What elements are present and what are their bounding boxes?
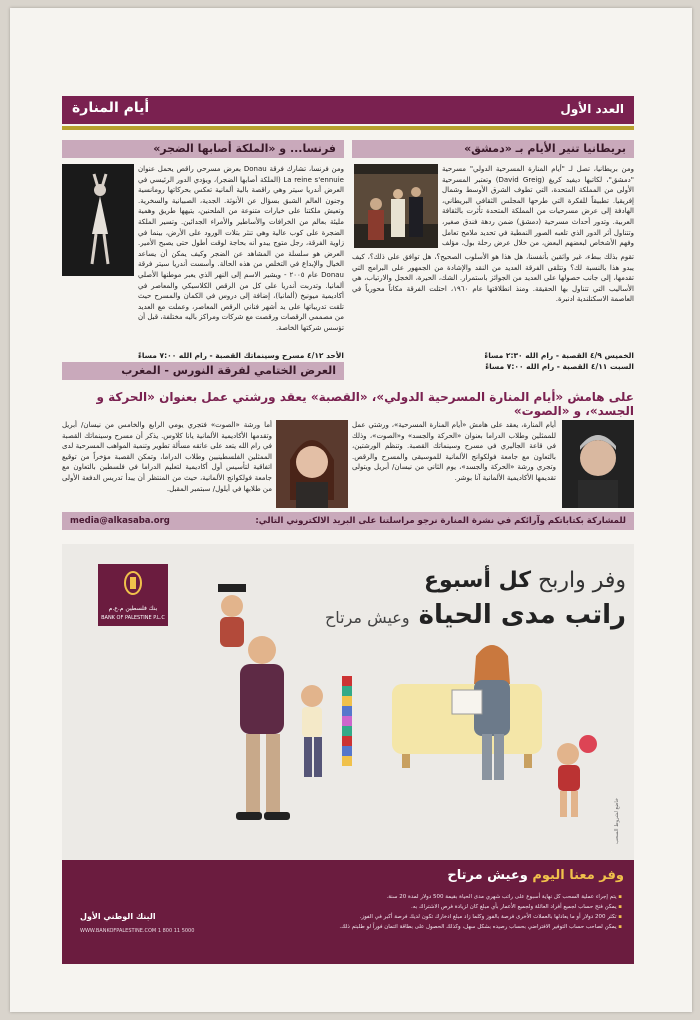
- header-band: [62, 96, 634, 124]
- workshop-body-left: أما ورشة «الصوت» فتجري يومي الرابع والخامس من نيسان/ أبريل وتقدمها الأكاديمية الألمانية يانا كلاوس. يذكر أن مسرح وسينماتك القصبة في رام الله يتعد على عاتقه مسألة تطوير وتنمية المواهب المسرحية لدى الممثلين الفلسطينيين وطلاب الدراما، وتمكن القصبة مؤخراً من توقيع اتفاقية لتأسيس أول أكاديمية لتعليم الدراما في فلسطين بالتعاون مع جامعة فولكوانج الألمانية، حيث من المنتظر أن يبدأ تدريس الدفعة الأولى من طلابها في أيلول/ سبتمبر المقبل.: [62, 421, 272, 493]
- ad-band-headline-a: وفر معنا اليوم: [532, 868, 624, 883]
- slogan-2a: راتب مدى الحياة: [418, 600, 626, 630]
- britain-article: [352, 140, 634, 158]
- closing-show: [62, 362, 344, 380]
- ad-bullet: ▪ يمكن فتح حساب لجميع أفراد العائلة ولجميع الأعمار بأي مبلغ كان لزيادة فرص الاشتراك به.: [292, 902, 622, 912]
- ad-bottom-band: [62, 860, 634, 964]
- contact-text: للمشاركة بكتاباتكم وآرائكم في نشرة المنارة نرجو مراسلتنا على البريد الالكتروني التالي:: [255, 516, 626, 526]
- france-date: الأحد ٤/١٢ مسرح وسينماتك القصبة - رام الله ٧:٠٠ مساءً: [138, 351, 344, 360]
- brand-title: أيام المنارة: [72, 100, 150, 116]
- ad-bullet: ▪ تكثر 200 دولار أو ما يعادلها بالعملات الأخرى فرصة بالفوز وكلما زاد مبلغ ادخارك تكون لديك فرصة أكبر في الفوز.: [292, 912, 622, 922]
- logo-text-ar: بنك فلسطين م.ع.م: [108, 605, 158, 612]
- bank-emblem-icon: [122, 570, 144, 596]
- closing-title: العرض الختامي لفرقة النورس - المغرب: [62, 362, 344, 380]
- britain-date-1: الخميس ٤/٩ القصبة - رام الله ٢:٣٠ مساءً: [484, 351, 634, 360]
- france-photo: [62, 164, 134, 276]
- britain-photo: [354, 164, 438, 248]
- britain-body-top: ومن بريطانيا، تصل لـ "أيام المنارة المسرحية الدولي" مسرحية "دمشق"، لكاتبها ديفيد كريغ (David Greig) وتعتبر المسرحية الأولى من المملكة المتحدة، التي تطوف الشرق الأوسط وشمال إفريقيا. تطبيقاً للفكرة التي طرحها المجلس الثقافي البريطاني، الهادفة إلى عرض مسرحيات من المملكة المتحدة تأثرت بالثقافة العربية. وتدور أحداث مسرحية (دمشق) ضمن ردهة فندق صغير، وتتناول أثر الدور الذي تلعبه الصور النمطية في تحديد ملامح تعامل وفهم الأشخاص لبعضهم البعض، من خلال عرض رحلة بول، مؤلف: [442, 165, 634, 248]
- bank-advertisement: [62, 544, 634, 964]
- ad-bullet-list: [292, 892, 622, 932]
- slogan-2b: وعيش مرتاح: [324, 608, 410, 627]
- france-title: فرنسا... و «الملكة أصابها الضجر»: [62, 140, 344, 158]
- workshop-body-right: أيام المنارة، يعقد على هامش «أيام المنارة المسرحية»، ورشتي عمل للممثلين وطلاب الدراما بعنوان «الحركة والجسد» و«الصوت»، وذلك في قاعة الجاليري في مسرح وسينماتك القصبة. وتنظم الورشتين، بالتعاون مع جامعة فولكوانج الألمانية للموسيقى والمسرح والرقص. وتجري ورشة «الحركة والجسد»، يوم الثاني من نيسان/ أبريل ويتولى تقديمها الأكاديمية الألمانية آنا بوشر.: [352, 421, 556, 482]
- slogan-1a: وفر واربح: [538, 568, 626, 593]
- france-article: [62, 140, 344, 158]
- ad-bullet: ▪ يتم إجراء عملية السحب كل نهاية أسبوع على راتب شهري مدى الحياة بقيمة 500 دولار لمدة 20 سنة.: [292, 892, 622, 902]
- slogan-1b: كل أسبوع: [423, 568, 532, 593]
- newsletter-page: [10, 8, 692, 1012]
- workshops-title: على هامش «أيام المنارة المسرحية الدولي»، «القصبة» يعقد ورشتي عمل بعنوان «الحركة و الجسد»، و «الصوت»: [96, 390, 634, 418]
- contact-email[interactable]: media@alkasaba.org: [70, 516, 170, 526]
- family-illustration: [152, 584, 622, 856]
- workshop-photo-left: [276, 420, 348, 508]
- ad-bank-name: البنك الوطني الأول: [80, 912, 156, 921]
- britain-date-2: السبت ٤/١١ القصبة - رام الله ٧:٠٠ مساءً: [485, 362, 634, 371]
- britain-body-bottom: تقوم بذلك ببطء، غير واثقين بأنفسنا، هل هذا هو الأسلوب الصحيح؟، هل توافق على ذلك؟، كيف يبدو هذا بالنسبة لك؟ وتتلقى الفرقة العديد من النقد والإشادة من الجمهور على البرامج التي تقدمها، إلى جانب حصولها على العديد من الجوائز باستمرار. الشك، الحيرة، الخجل والارتياب، هي الأساليب التي تتناول بها الحقيقة. ومنذ انطلاقتها عام ١٩٦٠، احتلت الفرقة مكاناً محورياً في العاصمة الاسكتلندية ادنبرة.: [352, 253, 634, 304]
- britain-title: بريطانيا تنير الأيام بـ «دمشق»: [352, 140, 634, 158]
- ad-band-headline: [447, 868, 624, 883]
- issue-label: العدد الأول: [560, 102, 624, 116]
- workshop-photo-right: [562, 420, 634, 508]
- header-divider: [62, 126, 634, 130]
- britain-dates: [352, 350, 634, 372]
- ad-website[interactable]: WWW.BANKOFPALESTINE.COM 1 800 11 5000: [80, 928, 195, 934]
- ad-band-headline-b: وعيش مرتاح: [447, 868, 528, 883]
- ad-side-caption: خاضع لشروط السحب: [614, 798, 620, 844]
- france-body: ومن فرنسا، تشارك فرقة Donau بعرض مسرحي راقص يحمل عنوان La reine s'ennuie (الملكة أصابها الضجر)، ويؤدي الدور الرئيسي في العرض أندريا سيتر وهي راقصة بالية ألمانية تعكس بحركاتها رومانسية وجنون العالم الشبق بسؤال عن الأنوثة. الجدية، الصبيانية والسخرية. وتعيش ملكتنا على خيارات متنوعة من الملحنين، يتيهها طريق وهمية مليئة بعالم من الخرافات والأساطير والأمراء الجدائين. وتسير الملكة الضجرة على كوب عالية وهي تنثر بتلات الورود على الأرض، بينما في زاوية الفرقة، رجل متوج يبدو أنه بحاجة لوقت أطول حتى يصبح الأمير. العرض هو سلسلة من المشاهد عن الضجر وكيف يمكن أن يساعد الخيال والإبداع في التخلص من هذه الحالة. وأسست أندريا سيتر فرقة Donau عام ٢٠٠٥ - ويشير الاسم إلى النهر الذي يعبر موطنها الأصلي ألمانيا. وتدربت أندريا على كل من الرقص الكلاسيكي والمعاصر في أكاديمية ميونيخ (ألمانيا)، إضافة إلى دروس في الكمان والمسرح حيث تلقت تدريباتها على يد أشهر فناني الرقص المعاصر، وعملت مع العديد من مصممي الرقصات ورقصت مع شركات ومراكز باليه مختلفة، قبل أن تؤسس شركتها الخاصة.: [138, 165, 344, 332]
- logo-text-en: BANK OF PALESTINE P.L.C: [101, 615, 165, 621]
- ad-bullet: ▪ يمكن لصاحب حساب التوفير الافتراضي بحساب رصيده بشكل سهل، وكذلك الحصول على بطاقة ائتمان فوراً لو طلبتم ذلك.: [292, 922, 622, 932]
- contact-bar: [62, 512, 634, 530]
